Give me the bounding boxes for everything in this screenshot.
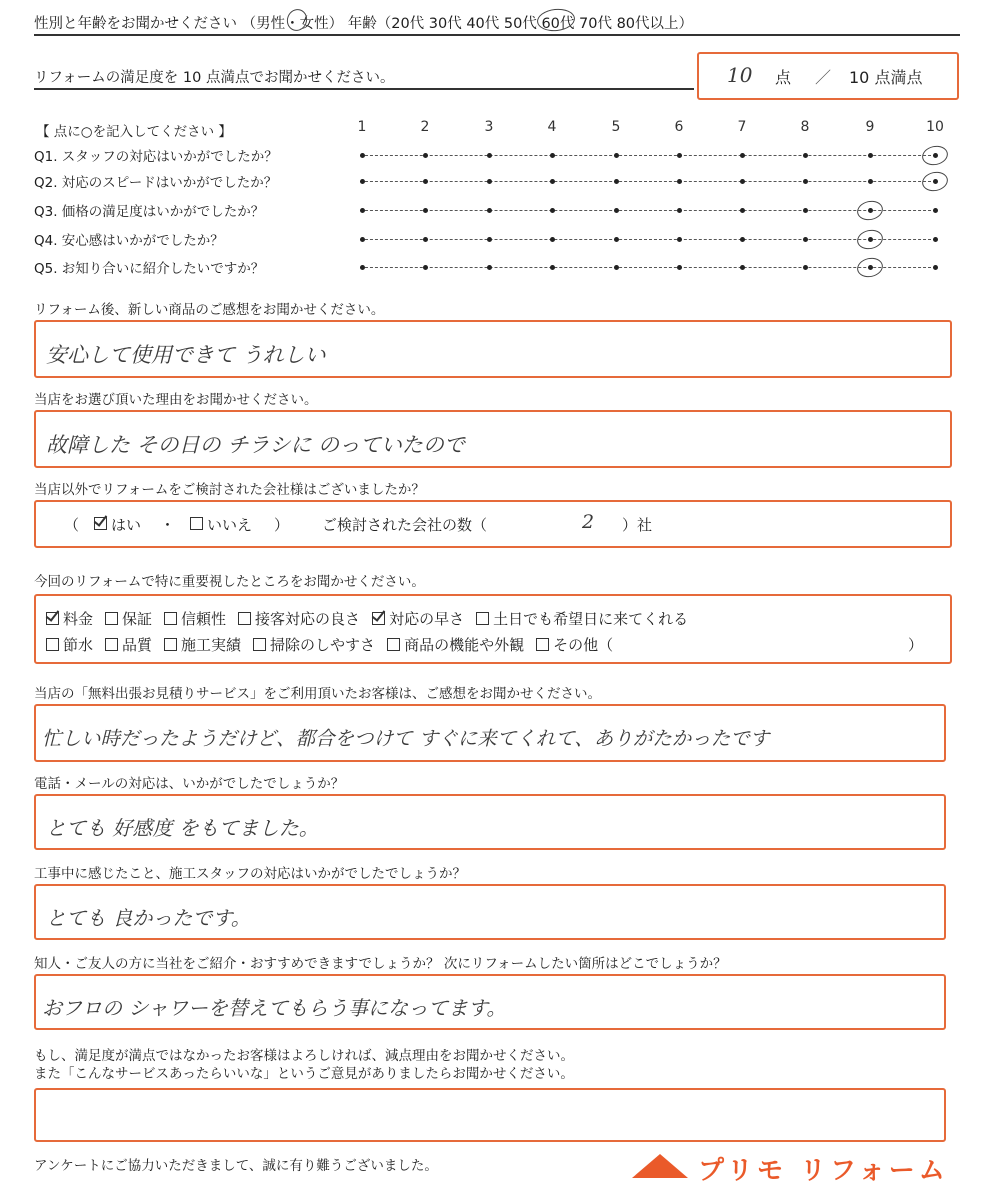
priority-checkbox[interactable] (372, 612, 385, 625)
rating-point[interactable] (614, 153, 619, 158)
s3-no-label: いいえ (207, 516, 253, 534)
rating-question-label: Q5. お知り合いに紹介したいですか？ (34, 261, 265, 277)
rating-point[interactable] (740, 265, 745, 270)
satisfaction-prompt: リフォームの満足度を 10 点満点でお聞かせください。 (34, 70, 395, 86)
s3-no-checkbox[interactable] (190, 517, 203, 530)
s3-answer-box (34, 500, 952, 548)
selected-rating-circle (855, 256, 884, 280)
s3-dot: ・ (160, 516, 176, 534)
score-max-label: 10 点満点 (849, 68, 923, 87)
scale-number: 8 (800, 119, 810, 135)
scale-number: 1 (357, 119, 367, 135)
rating-scale-line (360, 239, 936, 240)
s8-answer-box[interactable] (34, 974, 946, 1030)
selected-rating-circle (855, 228, 884, 252)
selected-rating-circle (855, 199, 884, 223)
rating-point[interactable] (803, 153, 808, 158)
scale-number: 3 (484, 119, 494, 135)
rating-point[interactable] (487, 237, 492, 242)
rating-point[interactable] (487, 153, 492, 158)
priority-option[interactable] (105, 608, 152, 629)
selected-rating-circle (920, 170, 949, 194)
rating-point[interactable] (677, 237, 682, 242)
rating-point[interactable] (550, 179, 555, 184)
logo-text: プリモ リフォーム (698, 1156, 949, 1186)
score-unit: 点 (775, 68, 792, 87)
priority-checkbox[interactable] (46, 638, 59, 651)
rating-point[interactable] (614, 179, 619, 184)
priority-label: 対応の早さ (389, 610, 465, 628)
score-separator: ／ (815, 68, 832, 87)
s2-answer-box[interactable] (34, 410, 952, 468)
satisfaction-score-box[interactable] (697, 52, 959, 100)
s5-answer: 忙しい時だったようだけど、都合をつけて すぐに来てくれて、ありがたかったです (42, 727, 770, 750)
rating-point[interactable] (614, 265, 619, 270)
priority-label: 掃除のしやすさ (270, 636, 376, 654)
s1-answer: 安心して使用できて うれしい (46, 343, 326, 367)
s3-open-paren: （ (64, 516, 80, 534)
s3-count-label: ご検討された会社の数（ (322, 516, 488, 534)
rating-point[interactable] (740, 179, 745, 184)
priority-label: 節水 (63, 636, 94, 654)
priority-option[interactable] (476, 608, 688, 629)
scale-number: 5 (611, 119, 621, 135)
priority-option[interactable] (372, 608, 464, 629)
rating-point[interactable] (360, 265, 365, 270)
rating-point[interactable] (487, 179, 492, 184)
priority-checkbox[interactable] (46, 612, 59, 625)
s3-no-option[interactable] (190, 514, 252, 535)
priority-option[interactable] (164, 634, 241, 655)
priority-label: 土日でも希望日に来てくれる (493, 610, 689, 628)
priority-label: その他（ (553, 636, 614, 654)
satisfaction-underline (34, 88, 694, 90)
priority-checkbox[interactable] (164, 638, 177, 651)
s5-answer-box[interactable] (34, 704, 946, 762)
s1-answer-box[interactable] (34, 320, 952, 378)
s6-answer-box[interactable] (34, 794, 946, 850)
rating-point[interactable] (933, 208, 938, 213)
rating-point[interactable] (803, 179, 808, 184)
s7-title: 工事中に感じたこと、施工スタッフの対応はいかがでしたでしょうか？ (34, 866, 466, 882)
scale-number: 4 (547, 119, 557, 135)
priority-checkbox[interactable] (387, 638, 400, 651)
priority-checkbox[interactable] (164, 612, 177, 625)
handwritten-score: 10 (727, 63, 753, 87)
s9-line-2: また「こんなサービスあったらいいな」というご意見がありましたらお聞かせください。 (34, 1066, 574, 1082)
priority-checkbox[interactable] (536, 638, 549, 651)
rating-point[interactable] (677, 153, 682, 158)
rating-point[interactable] (677, 179, 682, 184)
priority-label: 商品の機能や外観 (404, 636, 525, 654)
rating-point[interactable] (360, 208, 365, 213)
priority-option[interactable] (105, 634, 152, 655)
rating-point[interactable] (740, 153, 745, 158)
s1-title: リフォーム後、新しい商品のご感想をお聞かせください。 (34, 302, 385, 318)
s7-answer-box[interactable] (34, 884, 946, 940)
s4-options-row-1 (46, 608, 700, 629)
s2-answer: 故障した その日の チラシに のっていたので (46, 433, 465, 457)
s3-title: 当店以外でリフォームをご検討された会社様はございましたか？ (34, 482, 425, 498)
rating-point[interactable] (868, 179, 873, 184)
priority-checkbox[interactable] (238, 612, 251, 625)
s6-answer: とても 好感度 をもてました。 (46, 816, 319, 840)
rating-point[interactable] (740, 237, 745, 242)
rating-point[interactable] (487, 208, 492, 213)
header-underline (34, 34, 960, 36)
rating-point[interactable] (360, 153, 365, 158)
priority-checkbox[interactable] (253, 638, 266, 651)
scale-number: 6 (674, 119, 684, 135)
rating-point[interactable] (803, 237, 808, 242)
company-logo (620, 1152, 960, 1186)
s4-title: 今回のリフォームで特に重要視したところをお聞かせください。 (34, 574, 425, 590)
rating-question-label: Q3. 価格の満足度はいかがでしたか？ (34, 204, 265, 220)
selected-rating-circle (920, 144, 949, 168)
priority-label: 品質 (122, 636, 153, 654)
rating-point[interactable] (677, 208, 682, 213)
s7-answer: とても 良かったです。 (46, 906, 251, 930)
s9-line-1: もし、満足度が満点ではなかったお客様はよろしければ、減点理由をお聞かせください。 (34, 1048, 574, 1064)
s9-answer-box[interactable] (34, 1088, 946, 1142)
priority-option[interactable] (253, 634, 375, 655)
s3-yes-option[interactable] (94, 514, 141, 535)
s3-count-value[interactable]: 2 (582, 511, 595, 533)
priority-label: 料金 (63, 610, 94, 628)
rating-scale-line (360, 155, 936, 156)
s6-title: 電話・メールの対応は、いかがでしたでしょうか？ (34, 776, 345, 792)
rating-point[interactable] (423, 237, 428, 242)
priority-option[interactable] (238, 608, 360, 629)
s3-yes-label: はい (111, 516, 142, 534)
rating-point[interactable] (360, 237, 365, 242)
priority-label: 保証 (122, 610, 153, 628)
scale-number: 9 (865, 119, 875, 135)
s8-title: 知人・ご友人の方に当社をご紹介・おすすめできますでしょうか？ 次にリフォームしたい箇所はどこでしょうか？ (34, 956, 727, 972)
rating-point[interactable] (614, 208, 619, 213)
priority-label: 接客対応の良さ (255, 610, 361, 628)
rating-point[interactable] (423, 153, 428, 158)
rating-point[interactable] (868, 153, 873, 158)
scale-number: 7 (737, 119, 747, 135)
priority-option[interactable] (164, 608, 226, 629)
scale-number: 10 (926, 119, 944, 135)
s3-yes-checkbox[interactable] (94, 517, 107, 530)
priority-checkbox[interactable] (105, 638, 118, 651)
rating-point[interactable] (550, 265, 555, 270)
s8-answer: おフロの シャワーを替えてもらう事になってます。 (42, 996, 507, 1020)
rating-point[interactable] (550, 153, 555, 158)
rating-point[interactable] (803, 208, 808, 213)
s3-close-paren: ） (274, 516, 290, 534)
priority-label: 信頼性 (181, 610, 227, 628)
priority-option[interactable] (46, 634, 93, 655)
priority-label: 施工実績 (181, 636, 242, 654)
rating-point[interactable] (423, 208, 428, 213)
house-logo-icon (630, 1152, 690, 1182)
rating-point[interactable] (933, 237, 938, 242)
s5-title: 当店の「無料出張お見積りサービス」をご利用頂いたお客様は、ご感想をお聞かせください。 (34, 686, 601, 702)
s3-count-suffix: ）社 (622, 516, 653, 534)
rating-point[interactable] (487, 265, 492, 270)
rating-point[interactable] (614, 237, 619, 242)
s4-other-close: ） (908, 636, 924, 654)
rating-point[interactable] (423, 265, 428, 270)
rating-scale-line (360, 210, 936, 211)
rating-scale-line (360, 181, 936, 182)
rating-point[interactable] (550, 208, 555, 213)
rating-question-label: Q4. 安心感はいかがでしたか？ (34, 233, 224, 249)
priority-option[interactable] (536, 634, 613, 655)
priority-option[interactable] (387, 634, 524, 655)
s4-options-row-2 (46, 634, 625, 655)
rating-point[interactable] (933, 265, 938, 270)
rating-point[interactable] (360, 179, 365, 184)
rating-instruction: 【 点に○を記入してください 】 (36, 124, 232, 140)
priority-option[interactable] (46, 608, 93, 629)
s2-title: 当店をお選び頂いた理由をお聞かせください。 (34, 392, 318, 408)
rating-point[interactable] (677, 265, 682, 270)
rating-scale-line (360, 267, 936, 268)
priority-checkbox[interactable] (476, 612, 489, 625)
s4-options-box (34, 594, 952, 664)
footer-thanks: アンケートにご協力いただきまして、誠に有り難うございました。 (34, 1158, 438, 1174)
rating-question-label: Q2. 対応のスピードはいかがでしたか？ (34, 175, 278, 191)
rating-question-label: Q1. スタッフの対応はいかがでしたか？ (34, 149, 278, 165)
rating-point[interactable] (740, 208, 745, 213)
rating-point[interactable] (803, 265, 808, 270)
priority-checkbox[interactable] (105, 612, 118, 625)
rating-point[interactable] (550, 237, 555, 242)
rating-point[interactable] (423, 179, 428, 184)
gender-age-question: 性別と年齢をお聞かせください （男性・女性） 年齢（20代 30代 40代 50代 60代 70代 80代以上） (34, 16, 694, 32)
scale-number: 2 (420, 119, 430, 135)
